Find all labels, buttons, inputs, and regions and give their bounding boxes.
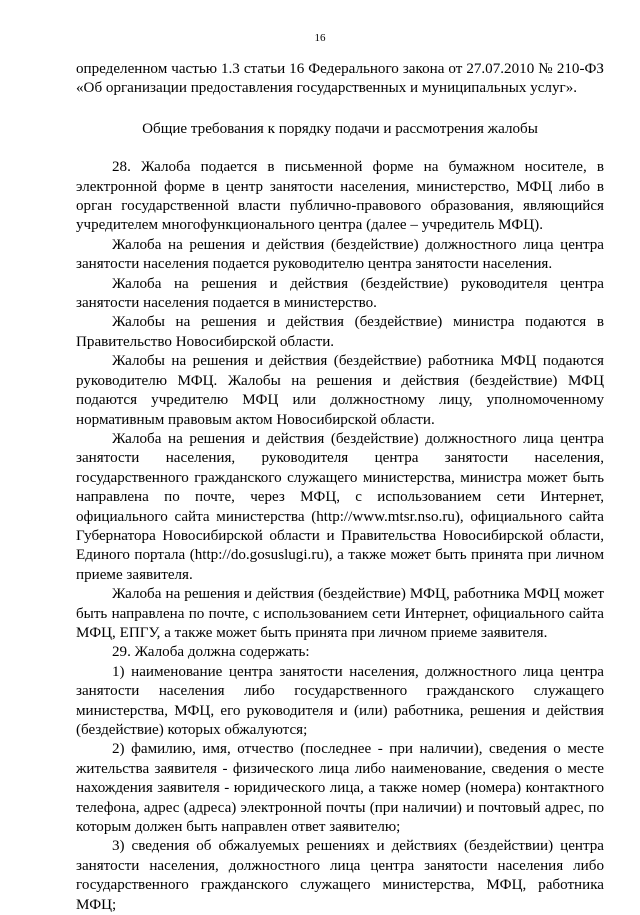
paragraph-29-item-2: 2) фамилию, имя, отчество (последнее - при наличии), сведения о месте жительства заявителя - физического лица либо наименование, сведения о месте нахождения заявителя - юридического лица, а также номер (номера) контактного телефона, адрес (адреса) электронной почты (при наличии) и почтовый адрес, по которым должен быть направлен ответ заявителю; (76, 741, 604, 836)
paragraph-28-b: Жалоба на решения и действия (бездействие) руководителя центра занятости населения подается в министерство. (76, 275, 604, 312)
paragraph-29: 29. Жалоба должна содержать: (112, 644, 310, 661)
paragraph-28-d: Жалобы на решения и действия (бездействие) работника МФЦ подаются руководителю МФЦ. Жалобы на решения и действия (бездействие) МФЦ подаются учредителю МФЦ или должностному лицу, уполномоченному нормативным правовым актом Новосибирской области. (76, 353, 604, 428)
paragraph-29-item-1: 1) наименование центра занятости населения, должностного лица центра занятости населения либо государственного гражданского служащего министерства, МФЦ, его руководителя и (или) работника, решения и действия (бездействие) которых обжалуются; (76, 663, 604, 738)
paragraph-28-f: Жалоба на решения и действия (бездействие) МФЦ, работника МФЦ может быть направлена по почте, с использованием сети Интернет, официального сайта МФЦ, ЕПГУ, а также может быть принята при личном приеме заявителя. (76, 586, 604, 641)
paragraph-28: 28. Жалоба подается в письменной форме на бумажном носителе, в электронной форме в центр занятости населения, министерство, МФЦ либо в орган государственной власти публично-правового образования, являющийся учредителем многофункционального центра (далее – учредитель МФЦ). (76, 159, 604, 234)
document-body (76, 60, 604, 915)
paragraph-28-e: Жалоба на решения и действия (бездействие) должностного лица центра занятости населения, руководителя центра занятости населения, государственного гражданского служащего министерства, министра может быть направлена по почте, через МФЦ, с использованием сети Интернет, официального сайта министерства (http://www.mtsr.nso.ru), официального сайта Губернатора Новосибирской области и Правительства Новосибирской области, Единого портала (http://do.gosuslugi.ru), а также может быть принята при личном приеме заявителя. (76, 430, 604, 583)
paragraph-intro: определенном частью 1.3 статьи 16 Федерального закона от 27.07.2010 № 210-ФЗ «Об организации предоставления государственных и муниципальных услуг». (76, 61, 604, 97)
page-number: 16 (314, 32, 326, 44)
paragraph-29-item-3: 3) сведения об обжалуемых решениях и действиях (бездействии) центра занятости населения, должностного лица центра занятости населения либо государственного гражданского служащего министерства, МФЦ, работника МФЦ; (76, 838, 604, 913)
section-heading: Общие требования к порядку подачи и рассмотрения жалобы (142, 120, 538, 137)
paragraph-28-a: Жалоба на решения и действия (бездействие) должностного лица центра занятости населения подается руководителю центра занятости населения. (76, 236, 604, 273)
paragraph-28-c: Жалобы на решения и действия (бездействие) министра подаются в Правительство Новосибирской области. (76, 314, 604, 350)
